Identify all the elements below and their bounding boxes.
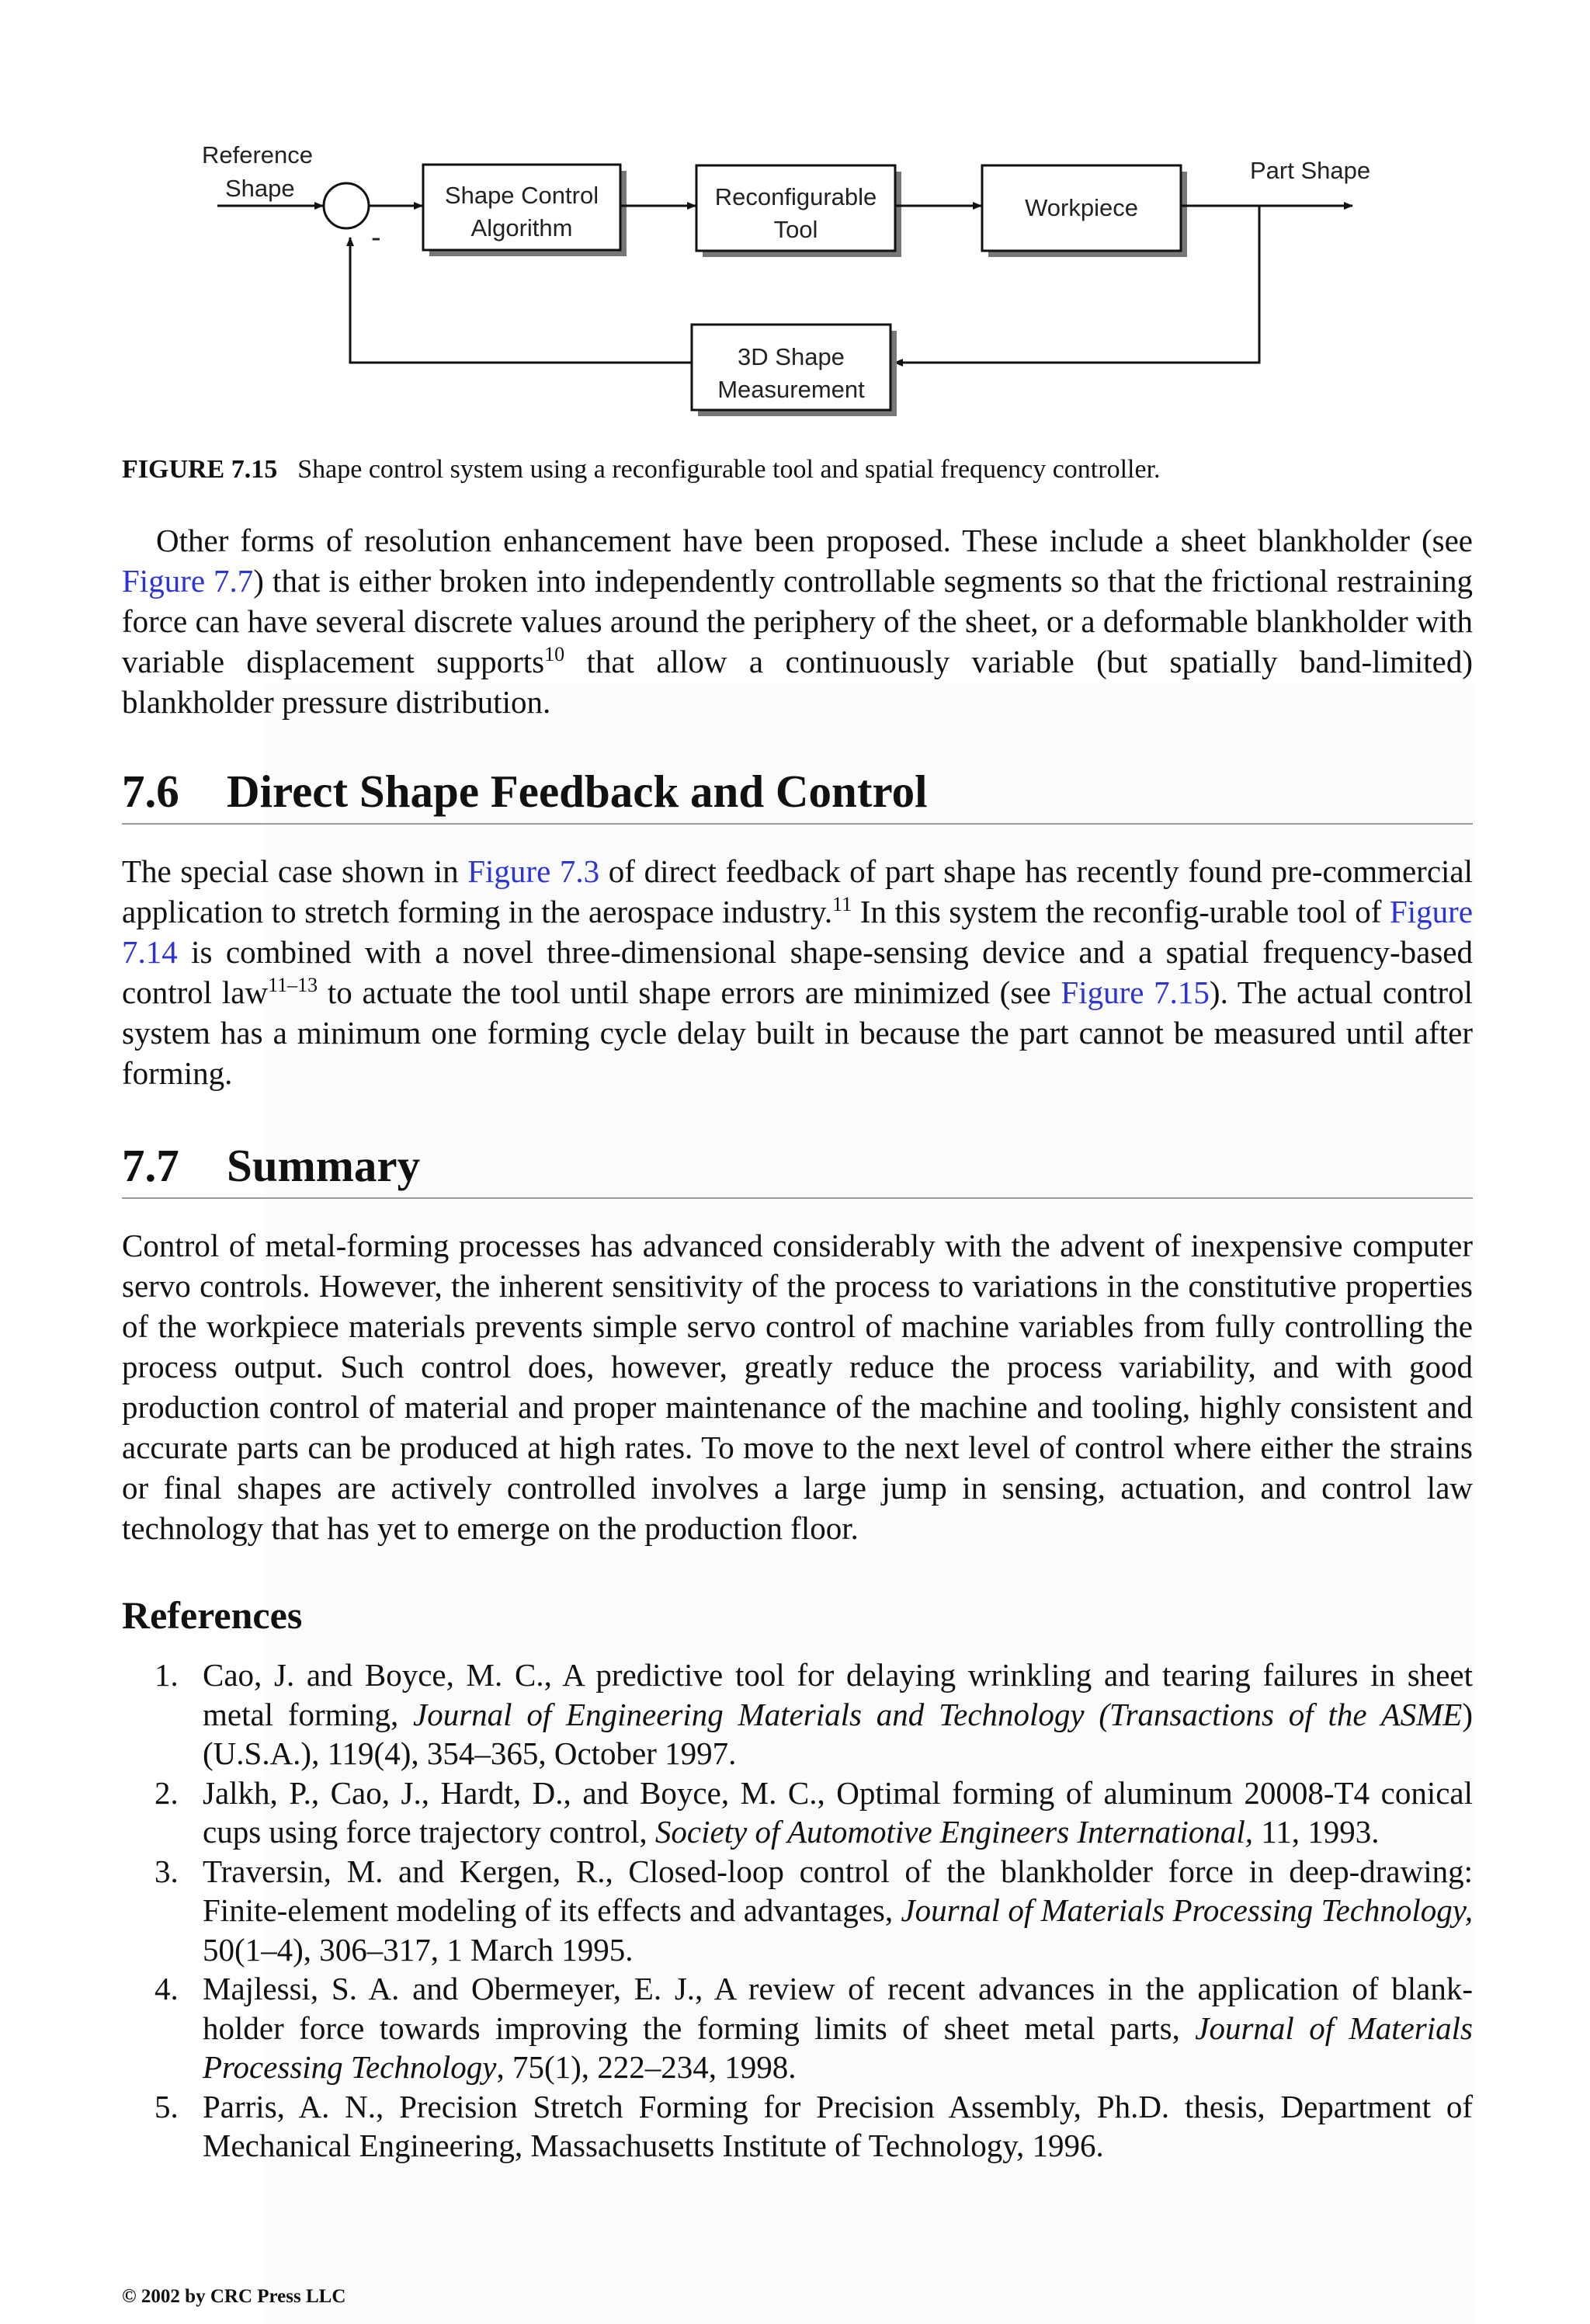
feedback-line2: Measurement <box>717 376 865 403</box>
reference-item: 4. Majlessi, S. A. and Obermeyer, E. J., A review of recent advances in the application of blank-holder force towards improving the forming limits of sheet metal parts, Journal of Materials Processing Technology, 75(1), 222–234, 1998. <box>154 1971 1473 2085</box>
section-number: 7.6 <box>122 766 179 817</box>
box3-label: Workpiece <box>1025 194 1138 221</box>
box2-line1: Reconfigurable <box>714 183 877 210</box>
shape-control-diagram <box>0 0 1590 435</box>
citation-11-13: 11–13 <box>268 974 318 996</box>
figure-caption <box>122 453 1473 486</box>
copyright-footer: © 2002 by CRC Press LLC <box>122 2286 346 2307</box>
link-figure-7-3[interactable]: Figure 7.3 <box>467 853 600 889</box>
section-title: Summary <box>227 1140 421 1191</box>
output-label: Part Shape <box>1250 157 1371 184</box>
feedback-line-left <box>350 238 692 363</box>
box2-line2: Tool <box>773 216 818 243</box>
link-figure-7-7[interactable]: Figure 7.7 <box>122 563 254 599</box>
references-list <box>122 1655 1473 2166</box>
reference-item: 3. Traversin, M. and Kergen, R., Closed-loop control of the blankholder force in deep-drawing: Finite-element modeling of its effects and advantages, Journal of Materials Processing Technology, 50(1–4), 306–317, 1 March 1995. <box>154 1853 1473 1968</box>
paragraph-resolution-enhancement: Other forms of resolution enhancement have been proposed. These include a sheet blankholder (see Figure 7.7) that is either broken into independently controllable segments so that the frictional restraining force can have several discrete values around the periphery of the sheet, or a deformable blankholder with variable displacement supports$^{10}$ that allow a continuously variable (but spatially band-limited) blankholder pressure distribution. <box>122 523 1474 720</box>
section-heading-7-6 <box>122 764 1473 825</box>
minus-sign: - <box>371 221 381 254</box>
link-figure-7-15[interactable]: Figure 7.15 <box>1061 974 1210 1010</box>
summing-junction <box>324 183 369 228</box>
figure-caption-label: FIGURE 7.15 <box>122 455 278 484</box>
citation-11: 11 <box>832 893 852 915</box>
paragraph-summary: Control of metal-forming processes has advanced considerably with the advent of inexpensive computer servo controls. However, the inherent sensitivity of the process to variations in the constitutive properties of the workpiece materials prevents simple servo control of machine variables from fully controlling the process output. Such control does, however, greatly reduce the process variability, and with good production control of material and proper maintenance of the machine and tooling, highly consistent and accurate parts can be produced at high rates. To move to the next level of control where either the strains or final shapes are actively controlled involves a large jump in sensing, actuation, and control law technology that has yet to emerge on the production floor. <box>122 1228 1473 1546</box>
section-title: Direct Shape Feedback and Control <box>227 766 928 817</box>
link-figure-7-14[interactable]: Figure 7.14 <box>122 894 1474 970</box>
reference-item: 2. Jalkh, P., Cao, J., Hardt, D., and Boyce, M. C., Optimal forming of aluminum 20008-T4 conical cups using force trajectory control, Society of Automotive Engineers International, 11, 1993. <box>154 1774 1473 1850</box>
reference-item: 1. Cao, J. and Boyce, M. C., A predictive tool for delaying wrinkling and tearing failures in sheet metal forming, Journal of Engineering Materials and Technology (Transactions of the ASME) (U.S.A.), 119(4), 354–365, October 1997. <box>154 1657 1473 1771</box>
section-heading-7-7 <box>122 1138 1473 1199</box>
reference-item: 5. Parris, A. N., Precision Stretch Forming for Precision Assembly, Ph.D. thesis, Department of Mechanical Engineering, Massachusetts Institute of Technology, 1996. <box>154 2088 1473 2163</box>
figure-caption-text: Shape control system using a reconfigurable tool and spatial frequency controller. <box>297 455 1161 484</box>
section-number: 7.7 <box>122 1140 179 1191</box>
reference-label-line1: Reference <box>202 141 314 168</box>
box1-line1: Shape Control <box>444 182 599 209</box>
feedback-line1: 3D Shape <box>738 343 845 370</box>
reference-label-line2: Shape <box>225 175 295 202</box>
references-heading: References <box>122 1593 303 1637</box>
paragraph-direct-shape-feedback: The special case shown in Figure 7.3 of direct feedback of part shape has recently found pre-commercial application to stretch forming in the aerospace industry.$^{11}$ In this system the reconfig-urable tool of Figure 7.14 is combined with a novel three-dimensional shape-sensing device and a spatial frequency-based control law$^{11-13}$ to actuate the tool until shape errors are minimized (see Figure 7.15). The actual control system has a minimum one forming cycle delay built in because the part cannot be measured until after forming. <box>122 853 1474 1091</box>
citation-10: 10 <box>544 643 565 665</box>
box1-line2: Algorithm <box>470 214 573 241</box>
